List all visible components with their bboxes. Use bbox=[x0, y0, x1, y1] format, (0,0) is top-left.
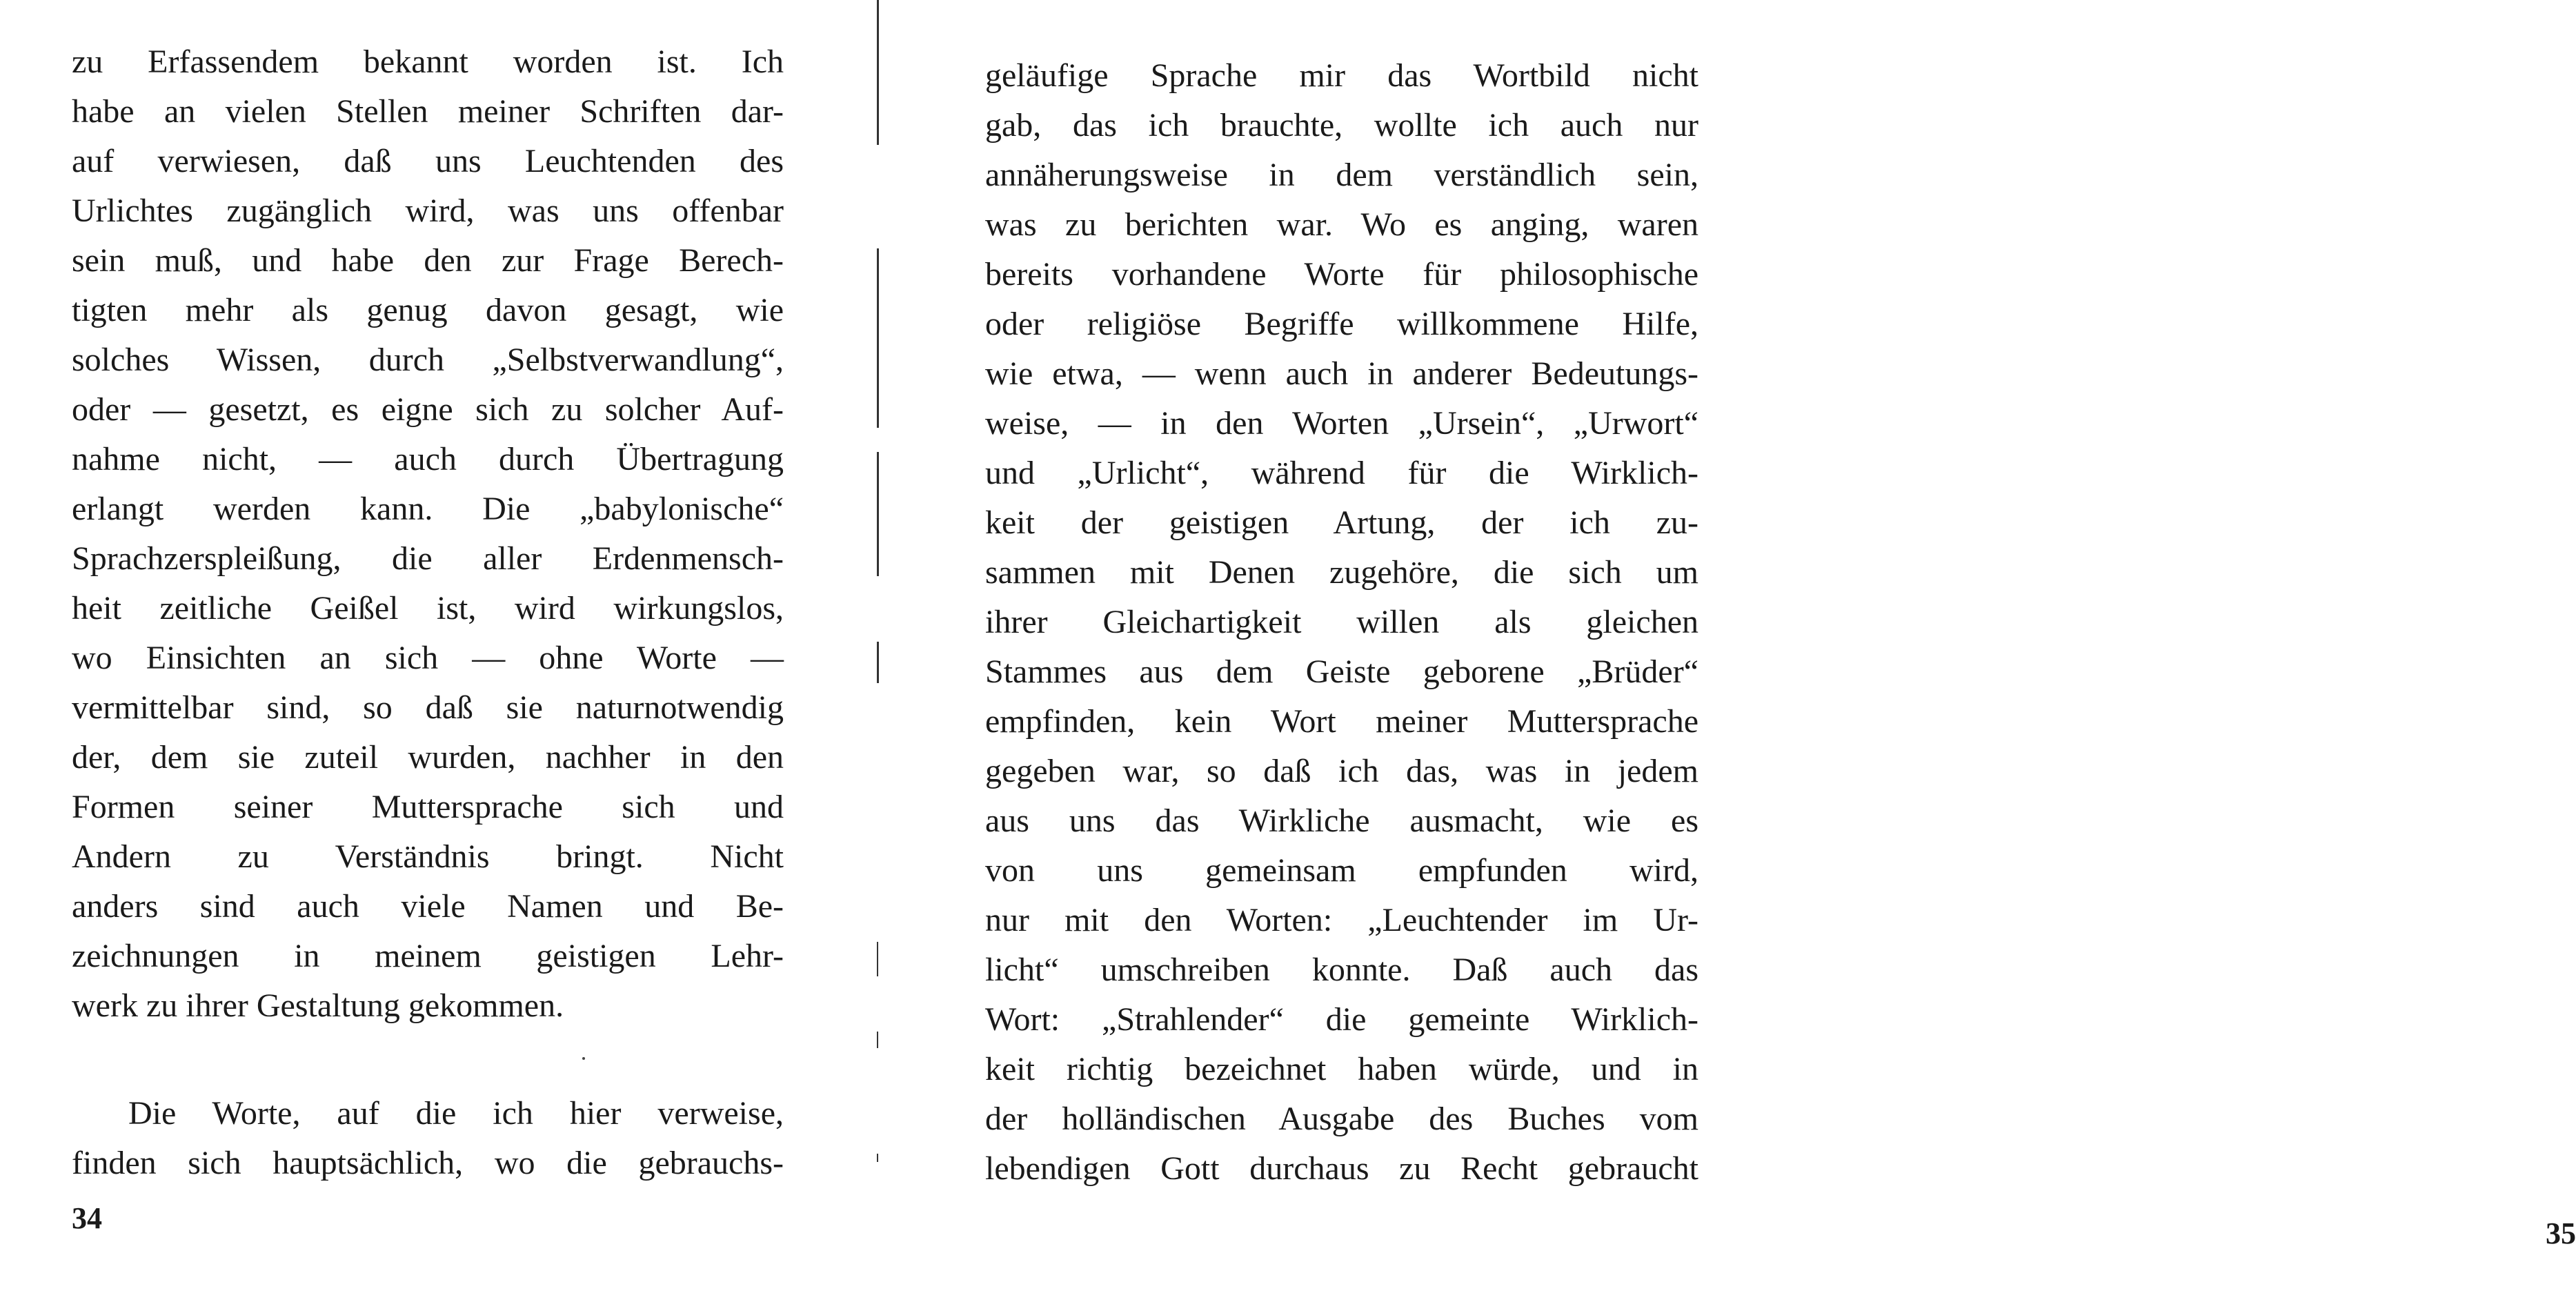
text-line: sein muß, und habe den zur Frage Berech- bbox=[72, 242, 784, 279]
text-line: licht“ umschreiben konnte. Daß auch das bbox=[985, 952, 1698, 988]
text-line: bereits vorhandene Worte für philosophische bbox=[985, 256, 1698, 293]
text-line: erlangt werden kann. Die „babylonische“ bbox=[72, 491, 784, 527]
text-line: Sprachzerspleißung, die aller Erdenmensch- bbox=[72, 540, 784, 577]
text-line: nur mit den Worten: „Leuchtender im Ur- bbox=[985, 902, 1698, 938]
text-line: keit der geistigen Artung, der ich zu- bbox=[985, 504, 1698, 541]
gutter-line bbox=[877, 1032, 878, 1048]
gutter-line bbox=[877, 642, 879, 683]
text-line: Andern zu Verständnis bringt. Nicht bbox=[72, 838, 784, 875]
text-line: Die Worte, auf die ich hier verweise, bbox=[128, 1095, 784, 1132]
text-line: gegeben war, so daß ich das, was in jedem bbox=[985, 753, 1698, 789]
text-line: von uns gemeinsam empfunden wird, bbox=[985, 852, 1698, 889]
text-line: der holländischen Ausgabe des Buches vom bbox=[985, 1101, 1698, 1137]
text-line: anders sind auch viele Namen und Be- bbox=[72, 888, 784, 925]
text-line: nahme nicht, — auch durch Übertragung bbox=[72, 441, 784, 477]
text-line: wo Einsichten an sich — ohne Worte — bbox=[72, 640, 784, 676]
text-line: Formen seiner Muttersprache sich und bbox=[72, 789, 784, 825]
text-line: werk zu ihrer Gestaltung gekommen. bbox=[72, 987, 564, 1024]
gutter-line bbox=[877, 1154, 878, 1162]
text-line: oder — gesetzt, es eigne sich zu solcher Auf- bbox=[72, 391, 784, 428]
gutter-line bbox=[877, 452, 879, 576]
text-line: empfinden, kein Wort meiner Muttersprache bbox=[985, 703, 1698, 740]
text-line: habe an vielen Stellen meiner Schriften dar- bbox=[72, 93, 784, 130]
text-line: Wort: „Strahlender“ die gemeinte Wirklich- bbox=[985, 1001, 1698, 1038]
text-line: annäherungsweise in dem verständlich sein, bbox=[985, 157, 1698, 193]
text-line: weise, — in den Worten „Ursein“, „Urwort“ bbox=[985, 405, 1698, 442]
text-line: finden sich hauptsächlich, wo die gebrauchs- bbox=[72, 1145, 784, 1181]
left-page-text bbox=[72, 37, 784, 1188]
text-line: Stammes aus dem Geiste geborene „Brüder“ bbox=[985, 653, 1698, 690]
text-line: heit zeitliche Geißel ist, wird wirkungslos, bbox=[72, 590, 784, 627]
page-number: 35 bbox=[2546, 1216, 2576, 1250]
text-line: wie etwa, — wenn auch in anderer Bedeutungs- bbox=[985, 355, 1698, 392]
gutter-line bbox=[877, 942, 878, 976]
paragraph-gap bbox=[72, 1031, 784, 1089]
text-line: solches Wissen, durch „Selbstverwandlung“, bbox=[72, 342, 784, 378]
page-number: 34 bbox=[72, 1201, 102, 1235]
text-line: lebendigen Gott durchaus zu Recht gebraucht bbox=[985, 1150, 1698, 1187]
text-line: sammen mit Denen zugehöre, die sich um bbox=[985, 554, 1698, 591]
text-line: der, dem sie zuteil wurden, nachher in den bbox=[72, 739, 784, 776]
right-page bbox=[883, 0, 2576, 1311]
text-line: was zu berichten war. Wo es anging, waren bbox=[985, 206, 1698, 243]
section-dot bbox=[582, 1057, 585, 1060]
text-line: Urlichtes zugänglich wird, was uns offenbar bbox=[72, 193, 784, 229]
right-page-text bbox=[985, 51, 1698, 1194]
gutter-line bbox=[877, 248, 879, 428]
text-line: vermittelbar sind, so daß sie naturnotwendig bbox=[72, 689, 784, 726]
text-line: zu Erfassendem bekannt worden ist. Ich bbox=[72, 43, 784, 80]
text-line: keit richtig bezeichnet haben würde, und in bbox=[985, 1051, 1698, 1087]
left-page bbox=[0, 0, 876, 1311]
text-line: tigten mehr als genug davon gesagt, wie bbox=[72, 292, 784, 328]
text-line: geläufige Sprache mir das Wortbild nicht bbox=[985, 57, 1698, 94]
text-line: ihrer Gleichartigkeit willen als gleichen bbox=[985, 604, 1698, 640]
text-line: oder religiöse Begriffe willkommene Hilfe, bbox=[985, 306, 1698, 342]
text-line: aus uns das Wirkliche ausmacht, wie es bbox=[985, 802, 1698, 839]
text-line: zeichnungen in meinem geistigen Lehr- bbox=[72, 938, 784, 974]
text-line: gab, das ich brauchte, wollte ich auch nur bbox=[985, 107, 1698, 144]
text-line: auf verwiesen, daß uns Leuchtenden des bbox=[72, 143, 784, 179]
gutter-line bbox=[877, 0, 879, 145]
text-line: und „Urlicht“, während für die Wirklich- bbox=[985, 455, 1698, 491]
